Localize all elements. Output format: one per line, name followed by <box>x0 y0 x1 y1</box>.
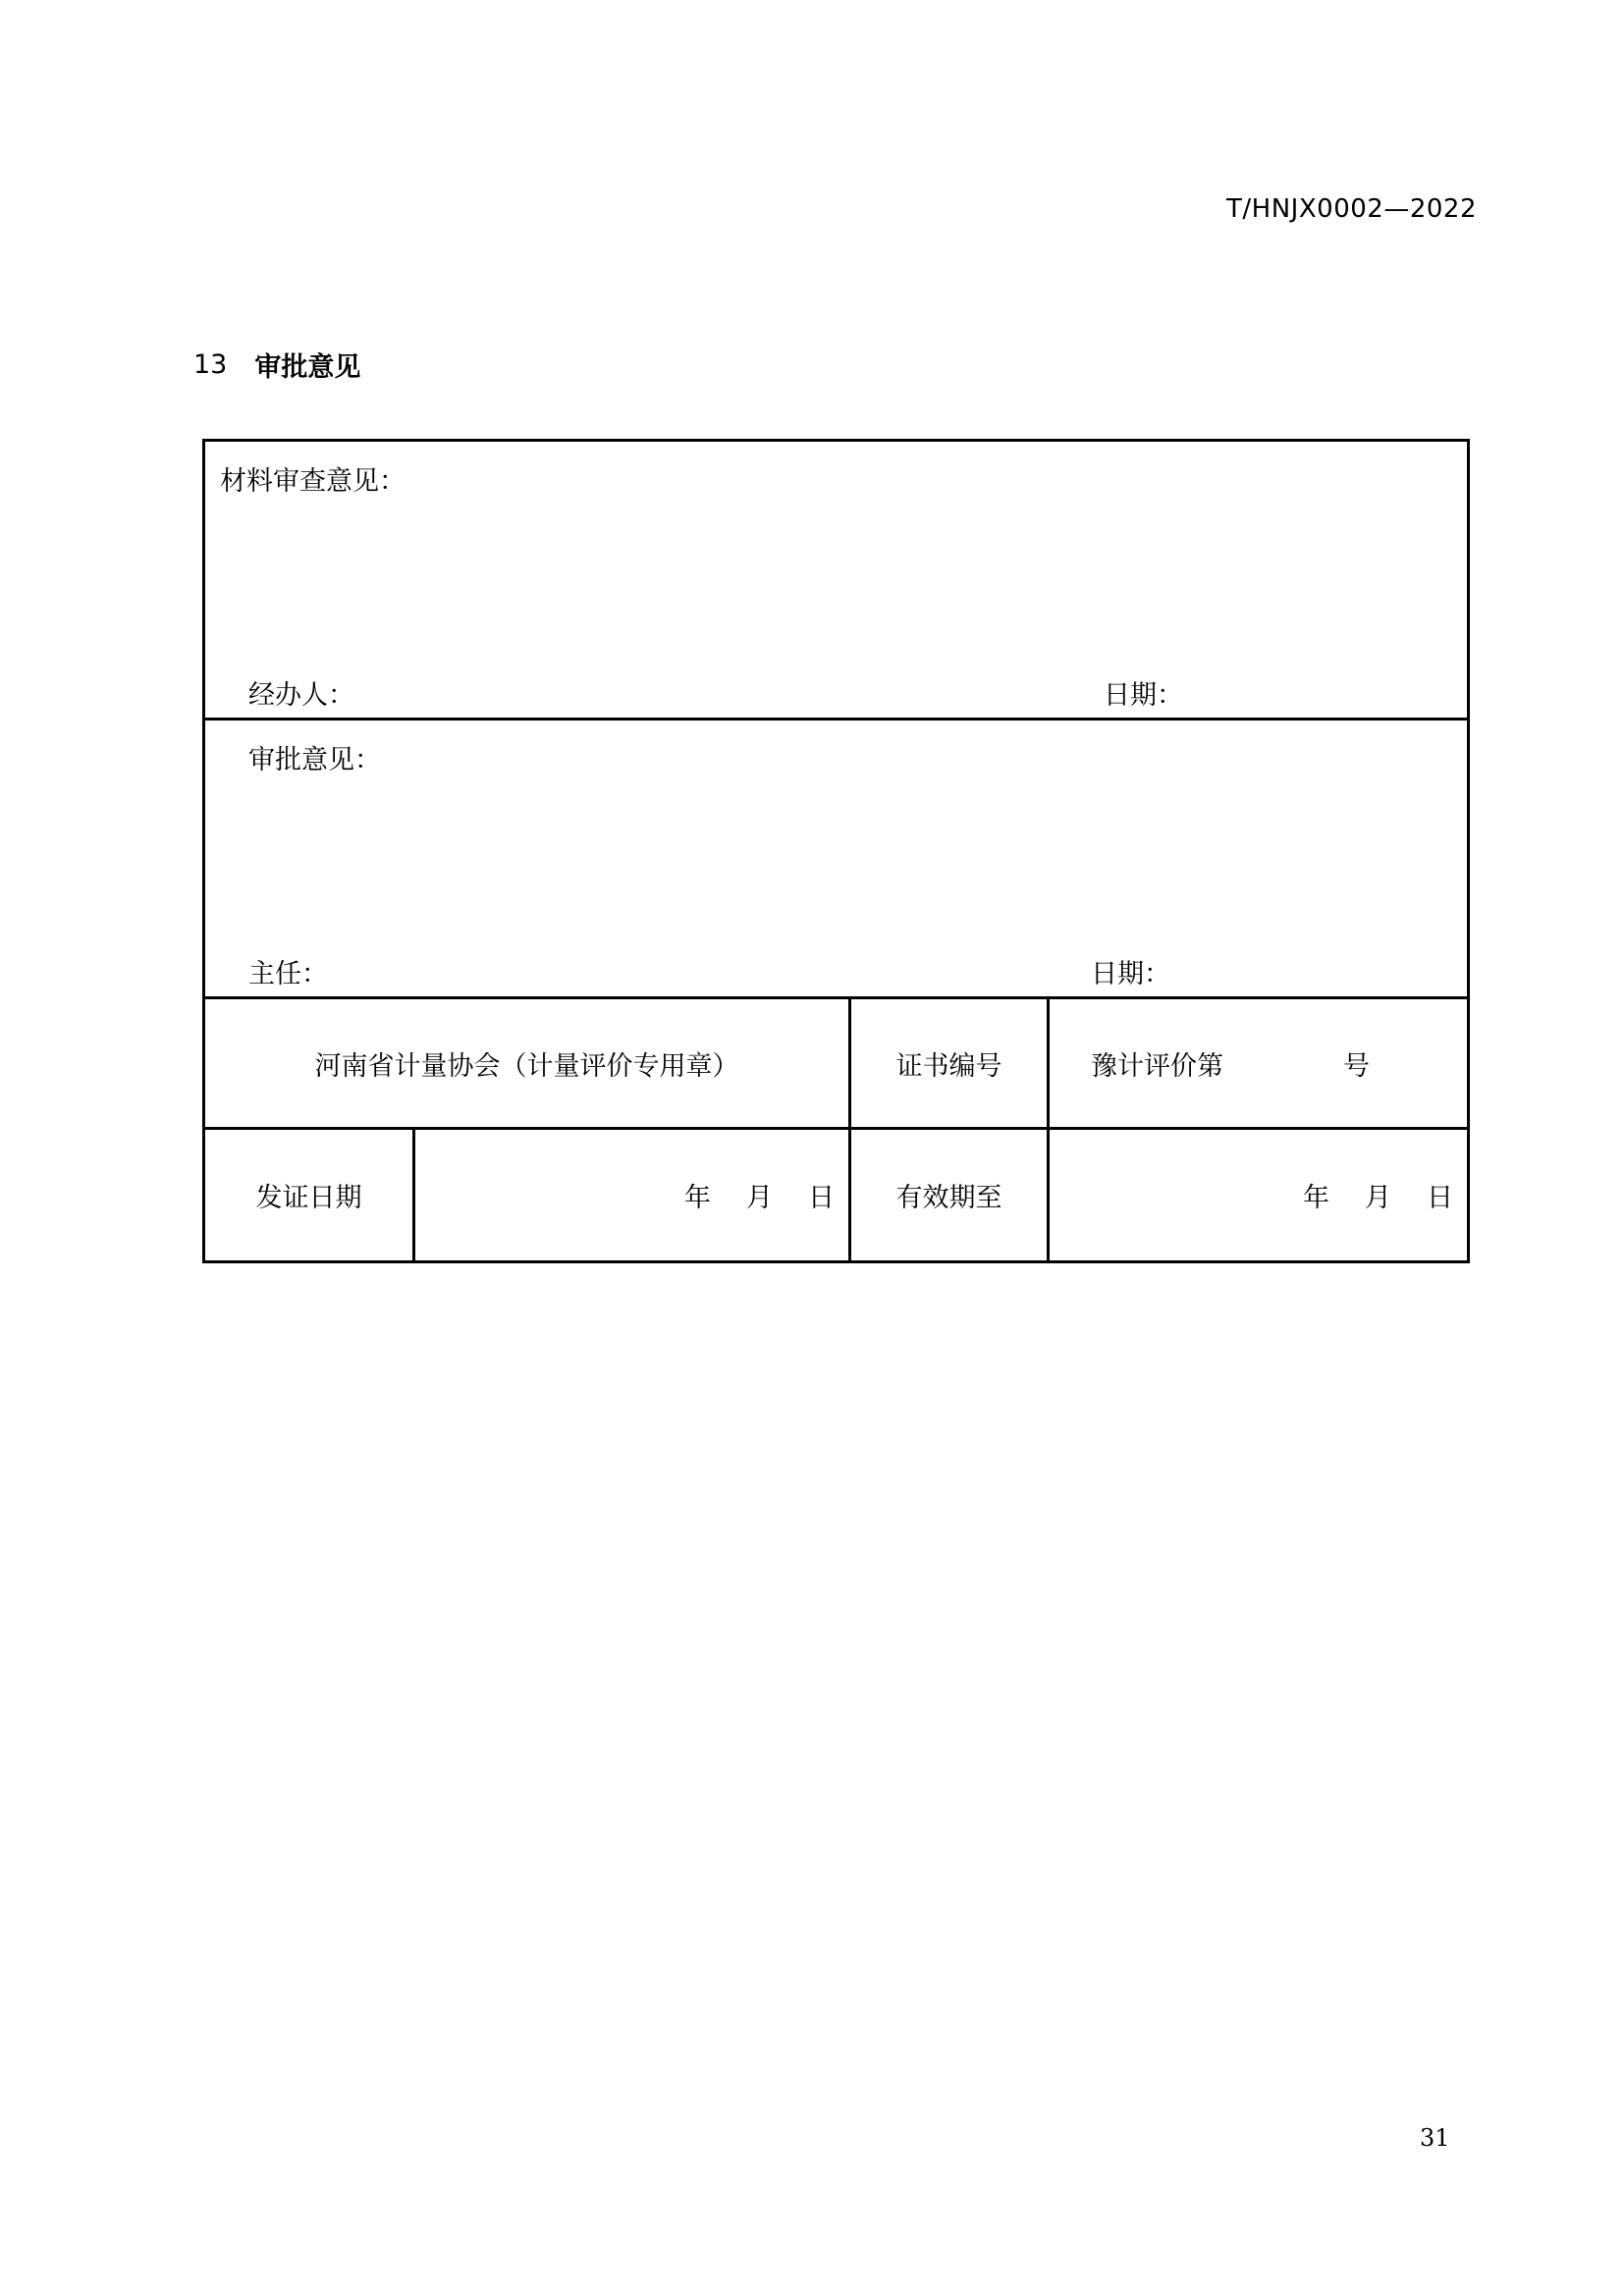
cert-no-label: 证书编号 <box>895 1050 1002 1082</box>
cert-no-value-cell <box>1047 999 1467 1127</box>
issue-year-unit: 年 <box>684 1183 711 1213</box>
seal-text: 河南省计量协会（计量评价专用章） <box>314 1050 739 1082</box>
seal-cell <box>205 999 848 1127</box>
issue-date-value-cell <box>412 1130 848 1260</box>
standard-code: T/HNJX0002—2022 <box>1226 194 1477 224</box>
issue-date-label: 发证日期 <box>255 1183 362 1213</box>
cert-no-label-cell <box>848 999 1047 1127</box>
approval-block <box>205 721 1467 999</box>
approval-label: 审批意见： <box>248 745 381 775</box>
material-review-label: 材料审查意见： <box>220 466 406 497</box>
director-label: 主任： <box>248 959 328 989</box>
valid-until-value-cell <box>1047 1130 1467 1260</box>
material-review-block <box>205 442 1467 721</box>
valid-until-label: 有效期至 <box>895 1183 1002 1213</box>
valid-until-label-cell <box>848 1130 1047 1260</box>
section-title: 审批意见 <box>254 352 361 383</box>
handler-label: 经办人： <box>248 680 354 711</box>
seal-row <box>205 999 1467 1130</box>
approval-date-label: 日期： <box>1091 959 1170 989</box>
issue-month-unit: 月 <box>746 1183 773 1213</box>
issue-day-unit: 日 <box>808 1183 835 1213</box>
material-review-date-label: 日期： <box>1104 680 1183 711</box>
date-row <box>205 1130 1467 1260</box>
approval-form-table <box>202 439 1470 1263</box>
page-number: 31 <box>1420 2124 1450 2152</box>
section-heading <box>193 346 360 384</box>
cert-no-suffix: 号 <box>1343 1050 1370 1082</box>
issue-date-label-cell <box>205 1130 412 1260</box>
section-number: 13 <box>193 349 228 380</box>
valid-year-unit: 年 <box>1303 1183 1329 1213</box>
valid-month-unit: 月 <box>1365 1183 1391 1213</box>
valid-day-unit: 日 <box>1427 1183 1453 1213</box>
cert-no-prefix: 豫计评价第 <box>1091 1050 1223 1082</box>
